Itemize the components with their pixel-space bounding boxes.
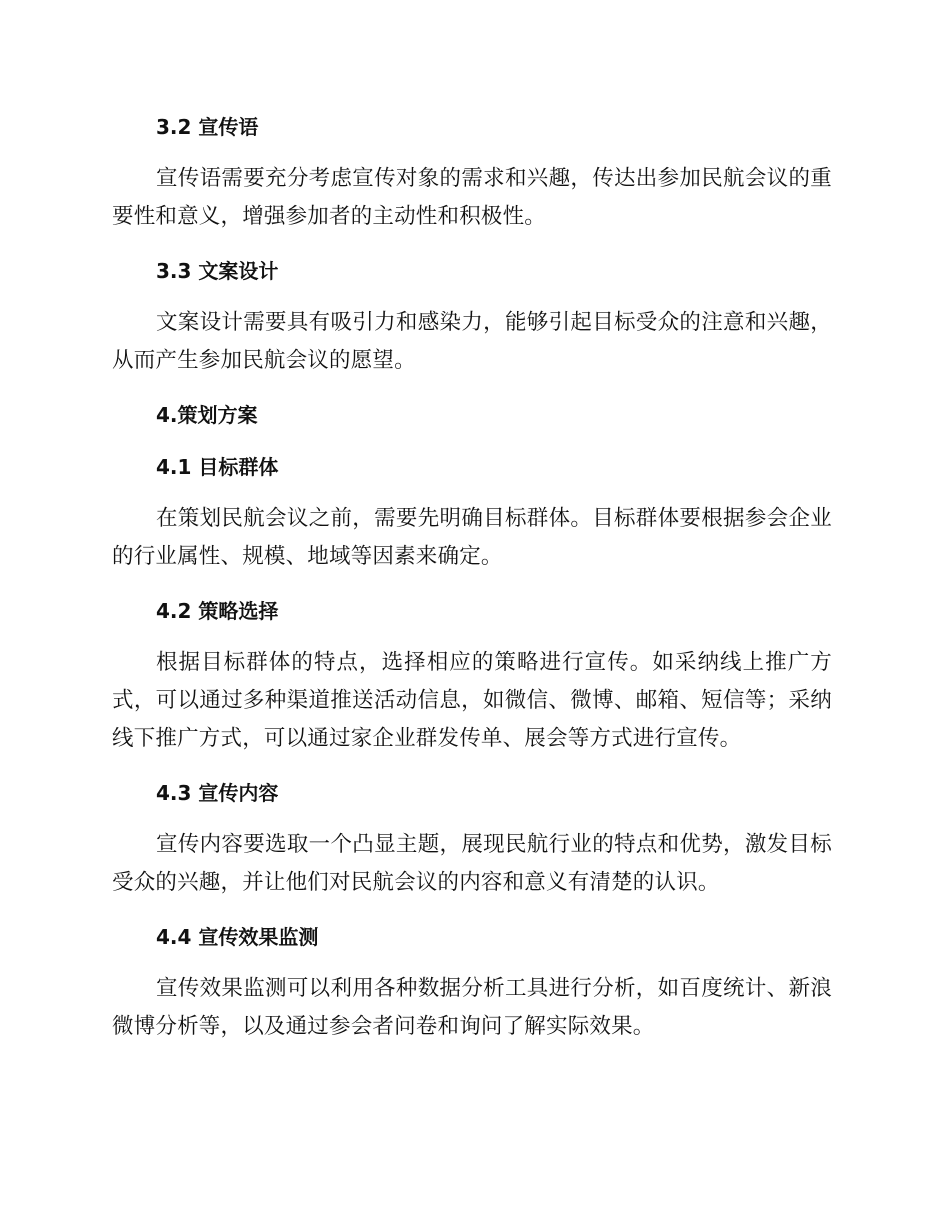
section-paragraph-4-2: 根据目标群体的特点，选择相应的策略进行宣传。如采纳线上推广方式，可以通过多种渠道推送活动信息，如微信、微博、邮箱、短信等；采纳线下推广方式，可以通过家企业群发传单、展会等方式进行宣传。 (112, 650, 832, 751)
section-paragraph-4-3: 宣传内容要选取一个凸显主题，展现民航行业的特点和优势，激发目标受众的兴趣，并让他们对民航会议的内容和意义有清楚的认识。 (112, 832, 832, 895)
section-heading-4-1: 4.1 目标群体 (156, 455, 279, 479)
section-heading-4-2: 4.2 策略选择 (156, 599, 279, 623)
section-heading-4: 4.策划方案 (156, 403, 258, 427)
section-paragraph-3-2: 宣传语需要充分考虑宣传对象的需求和兴趣，传达出参加民航会议的重要性和意义，增强参加者的主动性和积极性。 (112, 166, 832, 229)
section-heading-4-4: 4.4 宣传效果监测 (156, 925, 319, 949)
section-heading-3-2: 3.2 宣传语 (156, 115, 259, 139)
section-paragraph-3-3: 文案设计需要具有吸引力和感染力，能够引起目标受众的注意和兴趣，从而产生参加民航会议的愿望。 (112, 310, 832, 373)
section-heading-4-3: 4.3 宣传内容 (156, 781, 279, 805)
section-paragraph-4-4: 宣传效果监测可以利用各种数据分析工具进行分析，如百度统计、新浪微博分析等，以及通过参会者问卷和询问了解实际效果。 (112, 976, 832, 1039)
section-paragraph-4-1: 在策划民航会议之前，需要先明确目标群体。目标群体要根据参会企业的行业属性、规模、地域等因素来确定。 (112, 506, 832, 569)
document-body (112, 108, 832, 1046)
section-heading-3-3: 3.3 文案设计 (156, 259, 279, 283)
